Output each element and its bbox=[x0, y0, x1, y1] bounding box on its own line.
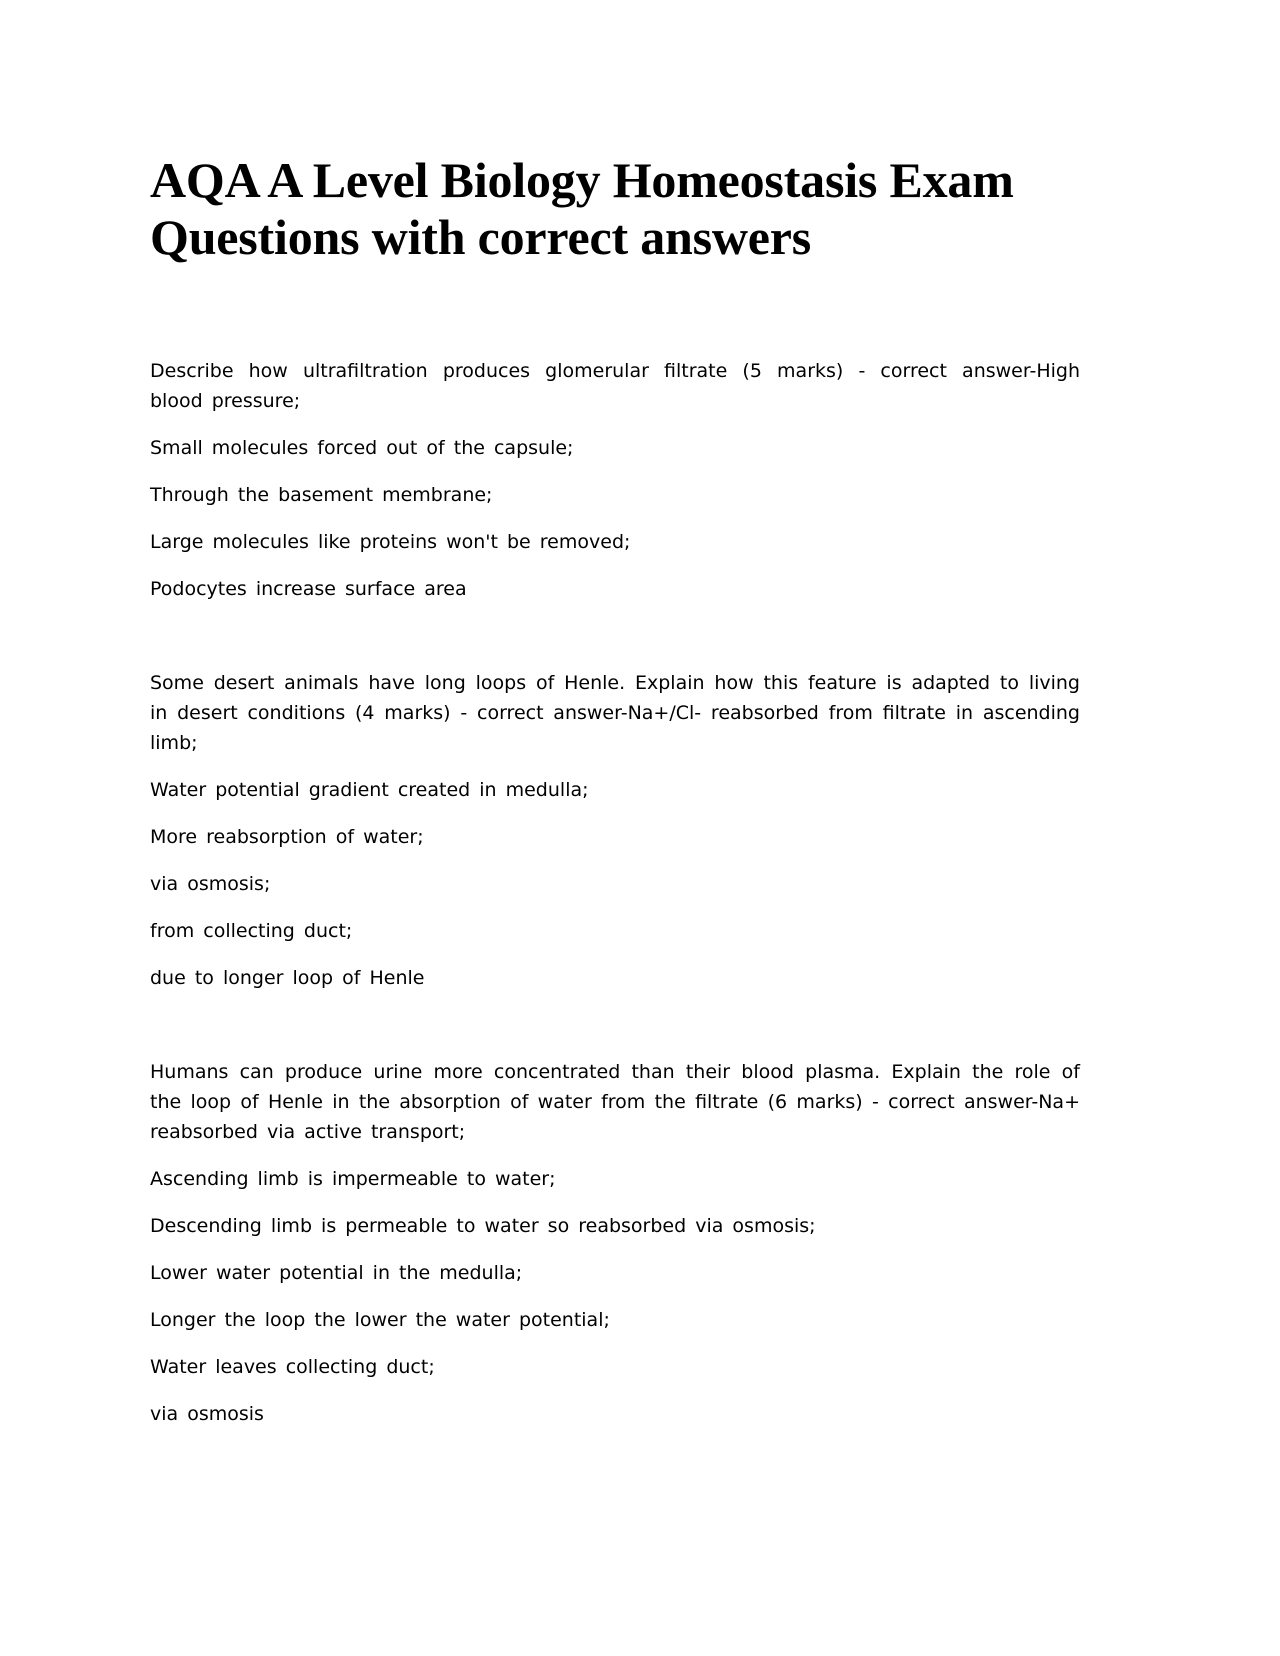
answer-point: Podocytes increase surface area bbox=[150, 578, 467, 600]
answer-point: Water potential gradient created in medulla; bbox=[150, 779, 589, 801]
question-text: Humans can produce urine more concentrated than their blood plasma. Explain the role of the loop of Henle in the absorption of water from the filtrate (6 marks) - correct answer-Na+ reabsorbed via active transport; bbox=[150, 1061, 1080, 1143]
answer-point: Lower water potential in the medulla; bbox=[150, 1262, 523, 1284]
question-text: Describe how ultrafiltration produces glomerular filtrate (5 marks) - correct answer-High blood pressure; bbox=[150, 360, 1080, 412]
question-block-1 bbox=[150, 356, 1080, 604]
answer-point: Descending limb is permeable to water so reabsorbed via osmosis; bbox=[150, 1215, 816, 1237]
answer-point: Small molecules forced out of the capsule; bbox=[150, 437, 574, 459]
question-block-2 bbox=[150, 668, 1080, 993]
answer-point: Water leaves collecting duct; bbox=[150, 1356, 435, 1378]
answer-point: Through the basement membrane; bbox=[150, 484, 493, 506]
answer-point: via osmosis bbox=[150, 1403, 264, 1425]
answer-point: due to longer loop of Henle bbox=[150, 967, 425, 989]
answer-point: Ascending limb is impermeable to water; bbox=[150, 1168, 556, 1190]
answer-point: More reabsorption of water; bbox=[150, 826, 424, 848]
question-text: Some desert animals have long loops of Henle. Explain how this feature is adapted to living in desert conditions (4 marks) - correct answer-Na+/Cl- reabsorbed from filtrate in ascending limb; bbox=[150, 672, 1080, 754]
answer-point: Large molecules like proteins won't be removed; bbox=[150, 531, 631, 553]
answer-point: from collecting duct; bbox=[150, 920, 353, 942]
answer-point: via osmosis; bbox=[150, 873, 271, 895]
document-body bbox=[150, 356, 1080, 1493]
question-block-3 bbox=[150, 1057, 1080, 1429]
answer-point: Longer the loop the lower the water potential; bbox=[150, 1309, 610, 1331]
document-title: AQA A Level Biology Homeostasis Exam Questions with correct answers bbox=[150, 152, 1014, 265]
